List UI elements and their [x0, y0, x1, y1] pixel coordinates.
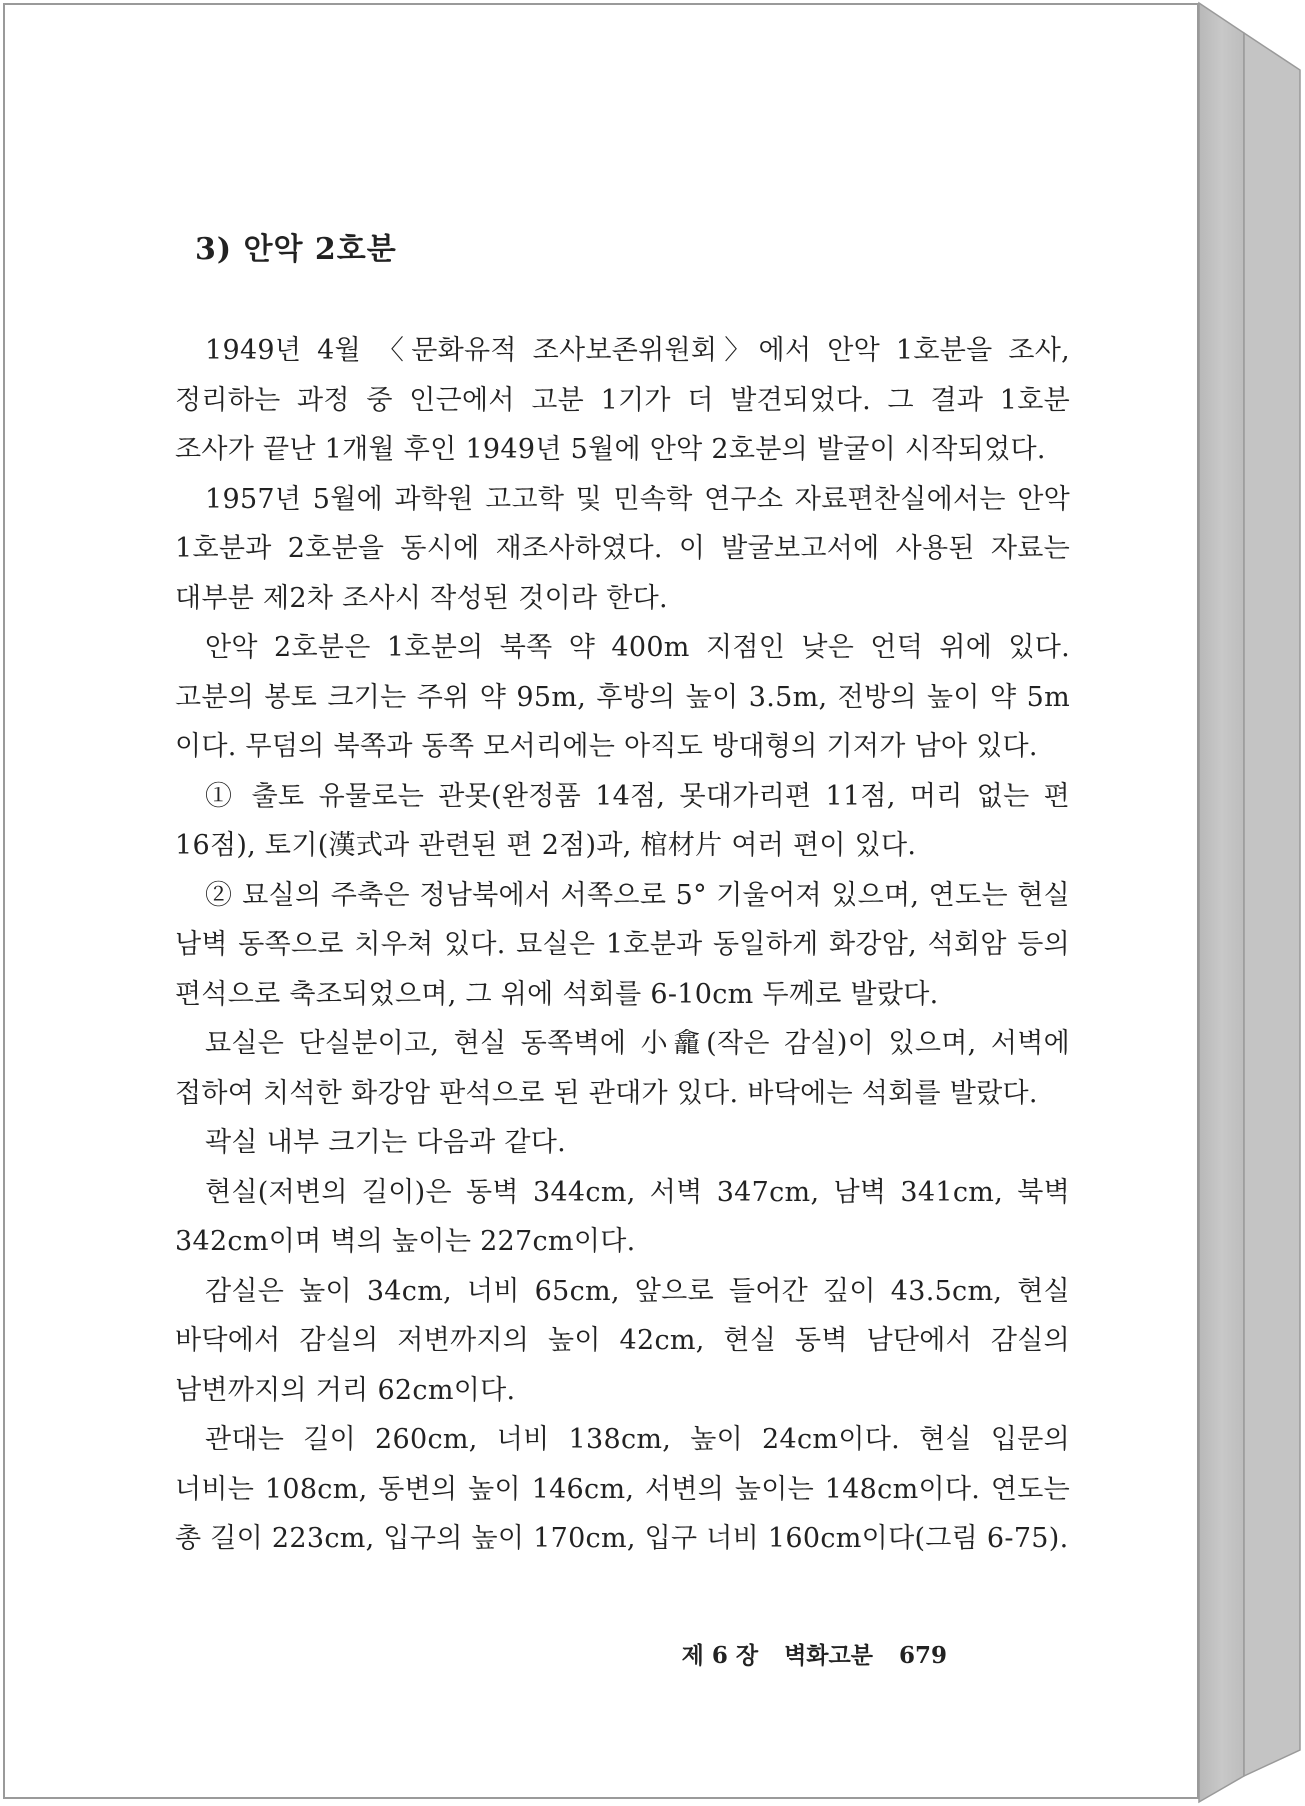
paragraph: 감실은 높이 34cm, 너비 65cm, 앞으로 들어간 깊이 43.5cm, 현실 바닥에서 감실의 저변까지의 높이 42cm, 현실 동벽 남단에서 감실의 남변까지의 거리 62cm이다. — [175, 1275, 1070, 1406]
paragraph: 안악 2호분은 1호분의 북쪽 약 400m 지점인 낮은 언덕 위에 있다. 고분의 봉토 크기는 주위 약 95m, 후방의 높이 3.5m, 전방의 높이 약 5m 이다. 무덤의 북쪽과 동쪽 모서리에는 아직도 방대형의 기저가 남아 있다. — [175, 632, 1070, 762]
section-title: 3) 안악 2호분 — [195, 232, 397, 267]
page-number: 679 — [898, 1642, 947, 1669]
paragraph: 1957년 5월에 과학원 고고학 및 민속학 연구소 자료편찬실에서는 안악 1호분과 2호분을 동시에 재조사하였다. 이 발굴보고서에 사용된 자료는 대부분 제2차 조사시 작성된 것이라 한다. — [175, 483, 1070, 614]
page-footer — [682, 1637, 947, 1670]
paragraph: 곽실 내부 크기는 다음과 같다. — [205, 1127, 566, 1158]
paragraph: 1949년 4월 〈문화유적 조사보존위원회〉에서 안악 1호분을 조사, 정리하는 과정 중 인근에서 고분 1기가 더 발견되었다. 그 결과 1호분 조사가 끝난 1개월 후인 1949년 5월에 안악 2호분의 발굴이 시작되었다. — [175, 335, 1070, 465]
chapter-label: 제 6 장 — [681, 1642, 759, 1669]
paragraph: 관대는 길이 260cm, 너비 138cm, 높이 24cm이다. 현실 입문의 너비는 108cm, 동변의 높이 146cm, 서변의 높이는 148cm이다. 연도는 총 길이 223cm, 입구의 높이 170cm, 입구 너비 160cm이다(그림 6-75). — [175, 1424, 1070, 1554]
book-page — [3, 3, 1199, 1799]
page-content — [175, 230, 1070, 1564]
paragraph: 현실(저변의 길이)은 동벽 344cm, 서벽 347cm, 남벽 341cm, 북벽 342cm이며 벽의 높이는 227cm이다. — [175, 1176, 1070, 1257]
paragraph: ① 출토 유물로는 관못(완정품 14점, 못대가리편 11점, 머리 없는 편 16점), 토기(漢式과 관련된 편 2점)과, 棺材片 여러 편이 있다. — [175, 780, 1070, 861]
paragraph: 묘실은 단실분이고, 현실 동쪽벽에 小龕(작은 감실)이 있으며, 서벽에 접하여 치석한 화강암 판석으로 된 관대가 있다. 바닥에는 석회를 발랐다. — [175, 1028, 1070, 1109]
paragraph: ② 묘실의 주축은 정남북에서 서쪽으로 5° 기울어져 있으며, 연도는 현실 남벽 동쪽으로 치우쳐 있다. 묘실은 1호분과 동일하게 화강암, 석회암 등의 편석으로 축조되었으며, 그 위에 석회를 6-10cm 두께로 발랐다. — [175, 879, 1070, 1010]
chapter-title: 벽화고분 — [784, 1642, 873, 1669]
